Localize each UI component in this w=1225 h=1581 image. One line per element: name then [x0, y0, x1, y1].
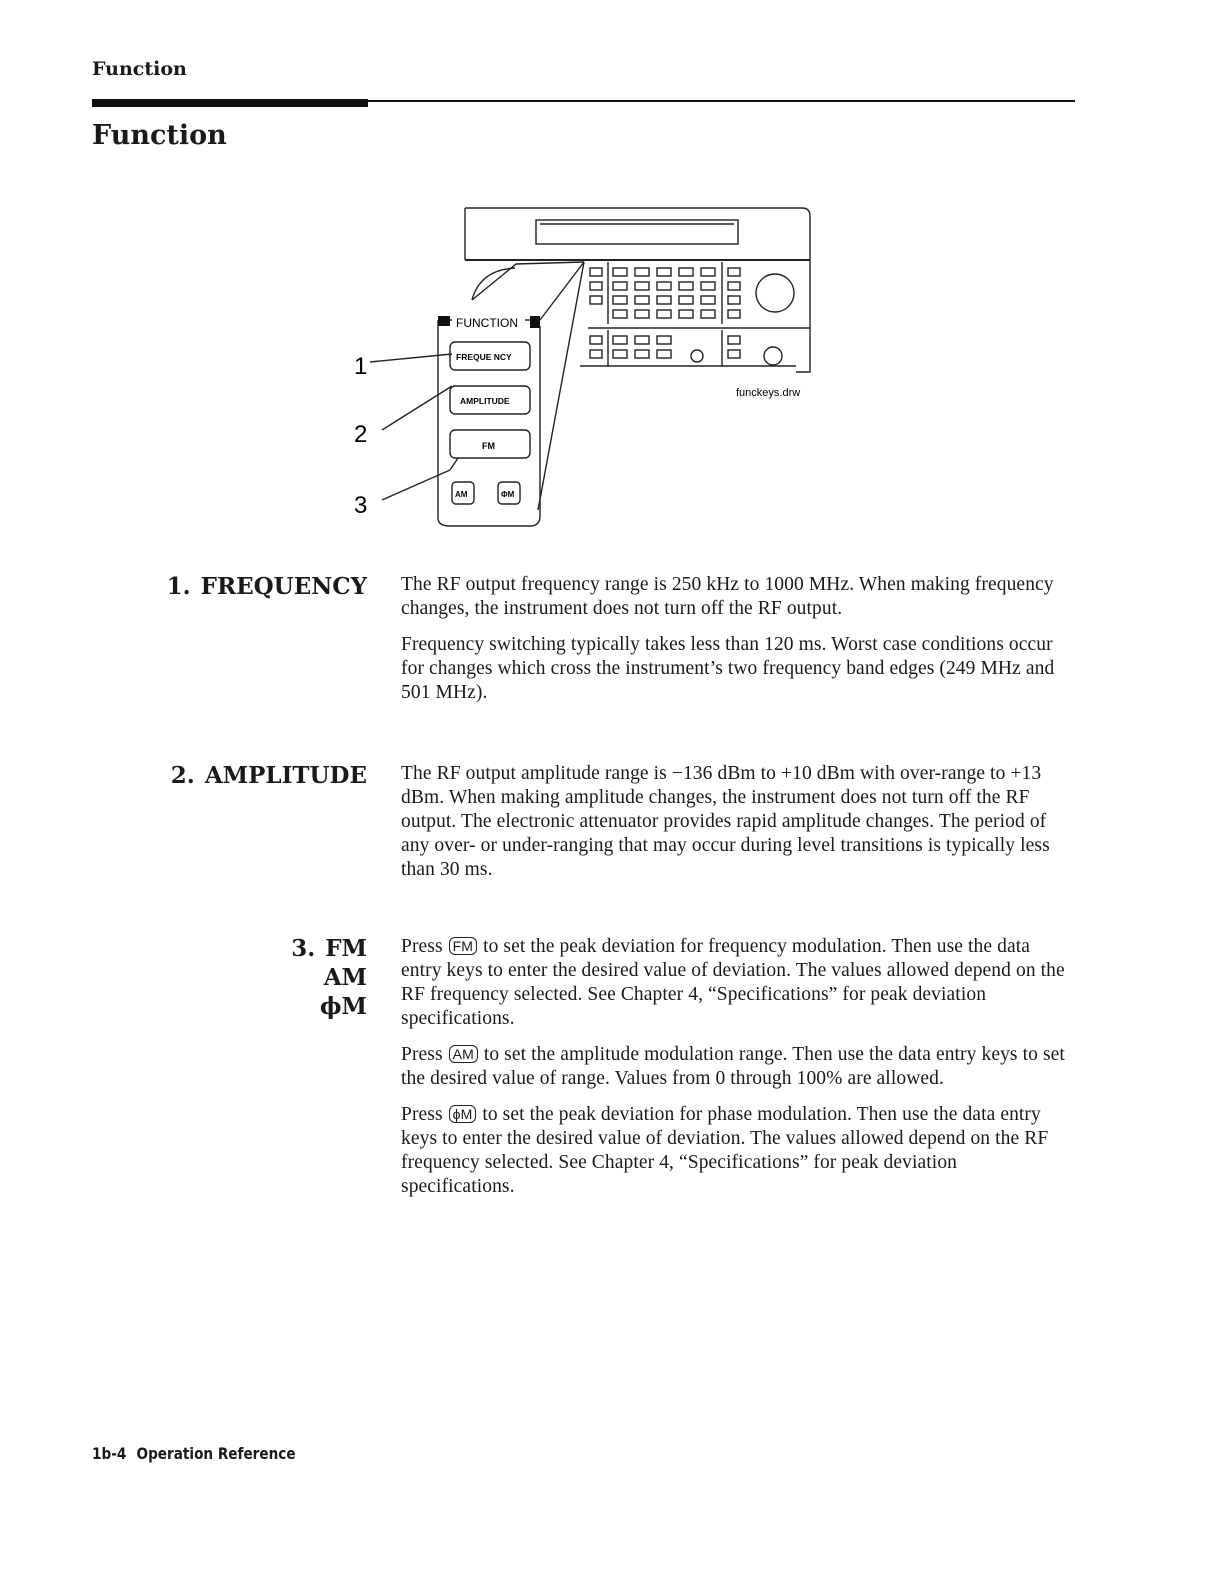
page-title: Function: [92, 120, 227, 151]
frequency-body: [401, 573, 1073, 717]
modulation-number: 3.: [291, 935, 316, 962]
frequency-key-label: FREQUE NCY: [456, 352, 512, 362]
right-knob: [756, 274, 794, 312]
fm-paragraph: [401, 935, 1073, 1031]
function-label: FUNCTION: [456, 316, 518, 330]
callout-3: 3: [354, 492, 368, 519]
callout-2: 2: [354, 421, 368, 448]
function-label-bar-left: [438, 316, 450, 326]
page-footer: [92, 1444, 296, 1463]
amplitude-title: AMPLITUDE: [204, 762, 367, 789]
frequency-number: 1.: [166, 573, 191, 600]
modulation-heading: [291, 934, 367, 1021]
phim-description: to set the peak deviation for phase modulation. Then use the data entry keys to enter the desired value of deviation. The values allowed depend on the RF frequency selected. See Chapter 4, “Specifications” for peak deviation specifications.: [401, 1104, 1049, 1197]
phim-key-ref: ϕM: [449, 1105, 477, 1123]
amplitude-heading: [171, 761, 367, 790]
function-key-panel: [438, 320, 540, 526]
callout-line-2: [382, 386, 452, 430]
modulation-body: [401, 935, 1073, 1211]
frequency-heading: [167, 572, 367, 601]
front-panel-drawing: [340, 200, 820, 530]
magnify-wedge: [538, 262, 584, 510]
modulation-title-phim: ϕM: [319, 993, 367, 1020]
am-key-label: AM: [455, 490, 468, 499]
function-label-bar-right: [530, 316, 540, 328]
fm-description: to set the peak deviation for frequency modulation. Then use the data entry keys to enter the desired value of deviation. The values allowed depend on the RF frequency selected. See Chapter 4, “Specifications” for peak deviation specifications.: [401, 936, 1065, 1029]
amplitude-key-label: AMPLITUDE: [460, 396, 510, 406]
keypad-grid: [580, 262, 810, 366]
amplitude-number: 2.: [170, 762, 195, 789]
fm-press-text: Press: [401, 936, 443, 957]
am-description: to set the amplitude modulation range. Then use the data entry keys to set the desired value of range. Values from 0 through 100% are allowed.: [401, 1044, 1065, 1089]
am-key-ref: AM: [449, 1045, 478, 1063]
amplitude-body: [401, 762, 1073, 894]
am-press-text: Press: [401, 1044, 443, 1065]
footer-section-name: Operation Reference: [136, 1444, 296, 1463]
modulation-title-am: AM: [323, 964, 367, 991]
phim-paragraph: [401, 1103, 1073, 1199]
frequency-paragraph-1: The RF output frequency range is 250 kHz to 1000 MHz. When making frequency changes, the instrument does not turn off the RF output.: [401, 574, 1054, 619]
amplitude-paragraph-1: The RF output amplitude range is −136 dBm to +10 dBm with over-range to +13 dBm. When making amplitude changes, the instrument does not turn off the RF output. The electronic attenuator provides rapid amplitude changes. The period of any over- or under-ranging that may occur during level transitions is typically less than 30 ms.: [401, 763, 1050, 880]
fm-key-label: FM: [482, 441, 495, 451]
frequency-paragraph-2: Frequency switching typically takes less than 120 ms. Worst case conditions occur for changes which cross the instrument’s two frequency band edges (249 MHz and 501 MHz).: [401, 634, 1055, 703]
am-paragraph: [401, 1043, 1073, 1091]
frequency-title: FREQUENCY: [200, 573, 367, 600]
fm-key-ref: FM: [449, 937, 477, 955]
callout-line-1: [370, 354, 452, 362]
phim-press-text: Press: [401, 1104, 443, 1125]
header-rule-thick: [92, 99, 368, 107]
callout-line-3: [382, 470, 450, 500]
callout-1: 1: [354, 353, 368, 380]
phim-key-label: ΦM: [501, 490, 515, 499]
running-head: Function: [92, 58, 187, 80]
drawing-filename: funckeys.drw: [736, 387, 801, 399]
modulation-title-fm: FM: [325, 935, 367, 962]
header-rule-thin: [368, 100, 1075, 102]
function-keys-figure: [340, 200, 820, 530]
footer-page-number: 1b-4: [92, 1444, 127, 1463]
